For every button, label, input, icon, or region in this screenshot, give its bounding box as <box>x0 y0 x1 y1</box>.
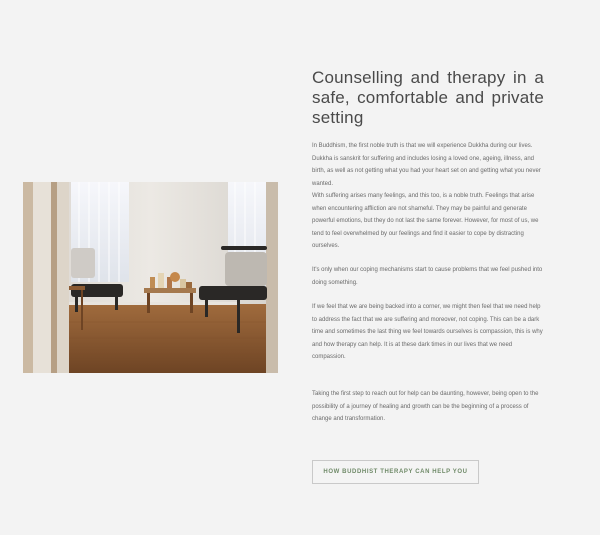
buddhist-therapy-button[interactable]: HOW BUDDHIST THERAPY CAN HELP YOU <box>312 460 479 484</box>
paragraph-dukkha: In Buddhism, the first noble truth is that we will experience Dukkha during our lives. Dukkha is sanskrit for suffering and includes losing a loved one, ageing, illness, and birth, as well as not getting what you had your heart set on and getting what you never wanted. <box>312 143 541 187</box>
therapy-room-illustration <box>23 182 278 373</box>
paragraph-first-step: Taking the first step to reach out for help can be daunting, however, being open to the possibility of a journey of healing and growth can be the beginning of a process of change and transformation. <box>312 391 539 422</box>
paragraph-coping: It's only when our coping mechanisms start to cause problems that we feel pushed into doing something. <box>312 267 543 286</box>
intro-section <box>312 68 544 128</box>
therapy-room-photo <box>23 182 278 373</box>
section-title: Counselling and therapy in a safe, comfortable and private setting <box>312 68 544 127</box>
paragraph-feelings: With suffering arises many feelings, and this too, is a noble truth. Feelings that arise when encountering affliction are not shameful. They may be painful and generate powerful emotions, but they do not last the same forever. However, for most of us, we tend to feel overwhelmed by our feelings and find it easier to cope by distracting ourselves. <box>312 193 539 249</box>
paragraph-compassion: If we feel that we are being backed into a corner, we might then feel that we need help to address the fact that we are suffering and moreover, not coping. This can be a dark time and sometimes the last thing we feel towards ourselves is compassion, this is why and how therapy can help. It is at these dark times in our lives that we need compassion. <box>312 304 543 360</box>
